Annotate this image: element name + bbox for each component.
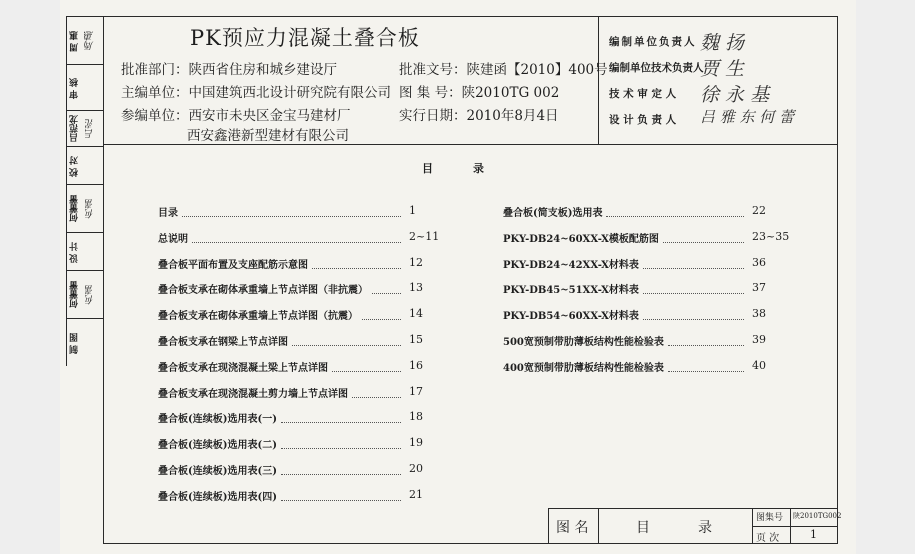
- responsible-signature: 吕 雅 东 何 蕾: [700, 108, 795, 126]
- toc-row[interactable]: [158, 385, 449, 401]
- toc-entry-title: 总说明: [158, 233, 188, 245]
- toc-row[interactable]: [503, 333, 792, 349]
- toc-leader-dots: [643, 307, 744, 320]
- sidebar-cell: [66, 184, 103, 232]
- toc-entry-page: 14: [409, 307, 423, 321]
- responsible-role: 编制单位技术负责人: [609, 62, 704, 74]
- toc-entry-page: 21: [409, 487, 423, 501]
- page-title: PK预应力混凝土叠合板: [190, 26, 420, 50]
- responsible-role: 编制单位负责人: [609, 36, 697, 48]
- implementation-date: 实行日期：2010年8月4日: [399, 108, 559, 124]
- toc-leader-dots: [352, 385, 401, 398]
- approval-doc: 批准文号：陕建函【2010】400号: [399, 62, 608, 78]
- toc-entry-page: 23~35: [752, 229, 790, 243]
- atlas-number: 图 集 号：陕2010TG 002: [399, 85, 560, 101]
- sidebar-cell: [66, 16, 103, 64]
- header-column-divider: [598, 16, 599, 144]
- sidebar-cell: [66, 146, 103, 184]
- sidebar-signature: 何蕾: [85, 285, 96, 305]
- toc-row[interactable]: [158, 359, 449, 375]
- toc-entry-title: 叠合板支承在钢梁上节点详图: [158, 337, 288, 348]
- toc-entry-page: 16: [409, 358, 423, 372]
- toc-leader-dots: [332, 359, 401, 372]
- sidebar-label: 何蕾蕾: [70, 281, 80, 309]
- toc-entry-page: 39: [752, 333, 766, 346]
- toc-leader-dots: [668, 359, 744, 372]
- toc-entry-page: 38: [752, 307, 766, 321]
- toc-row[interactable]: [158, 307, 449, 323]
- toc-entry-page: 18: [409, 410, 423, 424]
- toc-leader-dots: [668, 333, 744, 346]
- toc-entry-page: 15: [409, 333, 423, 346]
- toc-entry-title: PKY-DB54~60XX-X材料表: [503, 311, 639, 323]
- toc-leader-dots: [663, 230, 744, 243]
- toc-row[interactable]: [158, 256, 449, 272]
- sidebar-label: 审 核: [70, 77, 80, 99]
- toc-row[interactable]: [158, 462, 449, 478]
- toc-leader-dots: [281, 488, 401, 501]
- toc-leader-dots: [372, 281, 401, 294]
- toc-entry-title: 叠合板支承在砌体承重墙上节点详图（抗震）: [158, 311, 358, 323]
- chief-editor: 主编单位：中国建筑西北设计研究院有限公司: [121, 85, 391, 101]
- atlas-label: 图集号: [756, 513, 784, 523]
- approval-dept: 批准部门：陕西省住房和城乡建设厅: [121, 62, 337, 78]
- toc-entry-title: 叠合板(连续板)选用表(四): [158, 491, 277, 503]
- co-editor-2: 西安鑫港新型建材有限公司: [187, 128, 349, 144]
- toc-entry-title: 叠合板(连续板)选用表(三): [158, 466, 277, 477]
- sidebar-cell: [66, 270, 103, 318]
- title-block-top: [548, 508, 838, 509]
- toc-entry-title: PKY-DB24~60XX-X模板配筋图: [503, 233, 659, 245]
- toc-row[interactable]: [503, 256, 792, 272]
- toc-entry-title: 叠合板(简支板)选用表: [503, 208, 603, 219]
- toc-entry-title: PKY-DB24~42XX-X材料表: [503, 259, 639, 271]
- sidebar-label: 校 对: [70, 155, 80, 177]
- toc-heading-right: 录: [473, 162, 484, 175]
- toc-row[interactable]: [503, 307, 792, 323]
- sidebar-label: 周 惠: [70, 30, 80, 52]
- drawing-name-label: 图 名: [556, 520, 589, 536]
- toc-leader-dots: [182, 204, 401, 217]
- toc-entry-page: 19: [409, 436, 423, 450]
- title-block-mid: [752, 526, 838, 527]
- responsible-signature: 贾 生: [700, 58, 745, 80]
- title-block-sep-1: [598, 508, 599, 544]
- toc-row[interactable]: [158, 410, 449, 426]
- sidebar-cell: [66, 318, 103, 366]
- sidebar-signature: 吕范: [85, 119, 96, 139]
- toc-leader-dots: [281, 410, 401, 423]
- toc-row[interactable]: [158, 281, 449, 297]
- header-divider: [103, 144, 838, 145]
- toc-row[interactable]: [503, 204, 792, 220]
- atlas-value: 陕2010TG002: [793, 512, 842, 520]
- toc-leader-dots: [281, 436, 401, 449]
- toc-entry-page: 40: [752, 358, 766, 372]
- toc-entry-page: 1: [409, 204, 416, 217]
- toc-entry-page: 13: [409, 281, 423, 295]
- responsible-signature: 魏 扬: [700, 32, 745, 54]
- toc-entry-title: 目录: [158, 208, 178, 219]
- toc-row[interactable]: [158, 333, 449, 349]
- page-value: 1: [810, 528, 817, 541]
- sidebar-signature: 何蕾: [85, 199, 96, 219]
- responsible-signature: 徐 永 基: [700, 84, 770, 106]
- toc-leader-dots: [643, 281, 744, 294]
- toc-entry-title: 叠合板(连续板)选用表(二): [158, 440, 277, 452]
- toc-entry-title: 400宽预制带肋薄板结构性能检验表: [503, 362, 664, 374]
- sidebar-cell: [66, 232, 103, 270]
- toc-entry-page: 20: [409, 462, 423, 475]
- toc-entry-title: 500宽预制带肋薄板结构性能检验表: [503, 337, 664, 348]
- toc-row[interactable]: [158, 488, 449, 504]
- toc-entry-title: 叠合板支承在现浇混凝土梁上节点详图: [158, 362, 328, 374]
- toc-leader-dots: [192, 230, 401, 243]
- toc-entry-title: 叠合板支承在现浇混凝土剪力墙上节点详图: [158, 388, 348, 400]
- toc-entry-title: PKY-DB45~51XX-X材料表: [503, 285, 639, 297]
- toc-entry-title: 叠合板支承在砌体承重墙上节点详图（非抗震）: [158, 285, 368, 297]
- toc-leader-dots: [606, 204, 744, 217]
- toc-entry-page: 12: [409, 255, 423, 269]
- toc-row[interactable]: [503, 359, 792, 375]
- responsible-role: 设 计 负 责 人: [609, 114, 677, 126]
- toc-entry-page: 37: [752, 281, 766, 295]
- toc-entry-page: 2~11: [409, 229, 440, 243]
- title-block-left: [548, 508, 549, 544]
- toc-entry-title: 叠合板平面布置及支座配筋示意图: [158, 259, 308, 271]
- co-editor-1: 参编单位：西安市未央区金宝马建材厂: [121, 108, 351, 124]
- sidebar-signature: 周惠: [85, 31, 96, 51]
- toc-entry-page: 22: [752, 204, 766, 217]
- drawing-name-1: 目: [636, 520, 650, 536]
- toc-row[interactable]: [158, 204, 449, 220]
- toc-row[interactable]: [158, 436, 449, 452]
- page-label: 页 次: [756, 533, 780, 544]
- responsible-role: 技 术 审 定 人: [609, 88, 677, 100]
- toc-row[interactable]: [158, 230, 449, 246]
- drawing-name-2: 录: [698, 520, 712, 536]
- sidebar-label: 吕范龙: [70, 115, 80, 143]
- toc-entry-page: 36: [752, 255, 766, 269]
- sidebar-label: 设 计: [70, 241, 80, 263]
- sidebar-cell: [66, 64, 103, 110]
- toc-heading-left: 目: [422, 162, 433, 175]
- toc-leader-dots: [292, 333, 401, 346]
- sidebar-label: 制 图: [70, 332, 80, 354]
- toc-leader-dots: [312, 256, 401, 269]
- toc-entry-page: 17: [409, 384, 423, 398]
- toc-entry-title: 叠合板(连续板)选用表(一): [158, 414, 277, 426]
- toc-row[interactable]: [503, 230, 792, 246]
- toc-leader-dots: [281, 462, 401, 475]
- toc-leader-dots: [362, 307, 401, 320]
- sidebar-cell: [66, 110, 103, 146]
- toc-leader-dots: [643, 256, 744, 269]
- signature-sidebar: [66, 16, 103, 366]
- sidebar-label: 何蕾蕾: [70, 195, 80, 223]
- toc-row[interactable]: [503, 281, 792, 297]
